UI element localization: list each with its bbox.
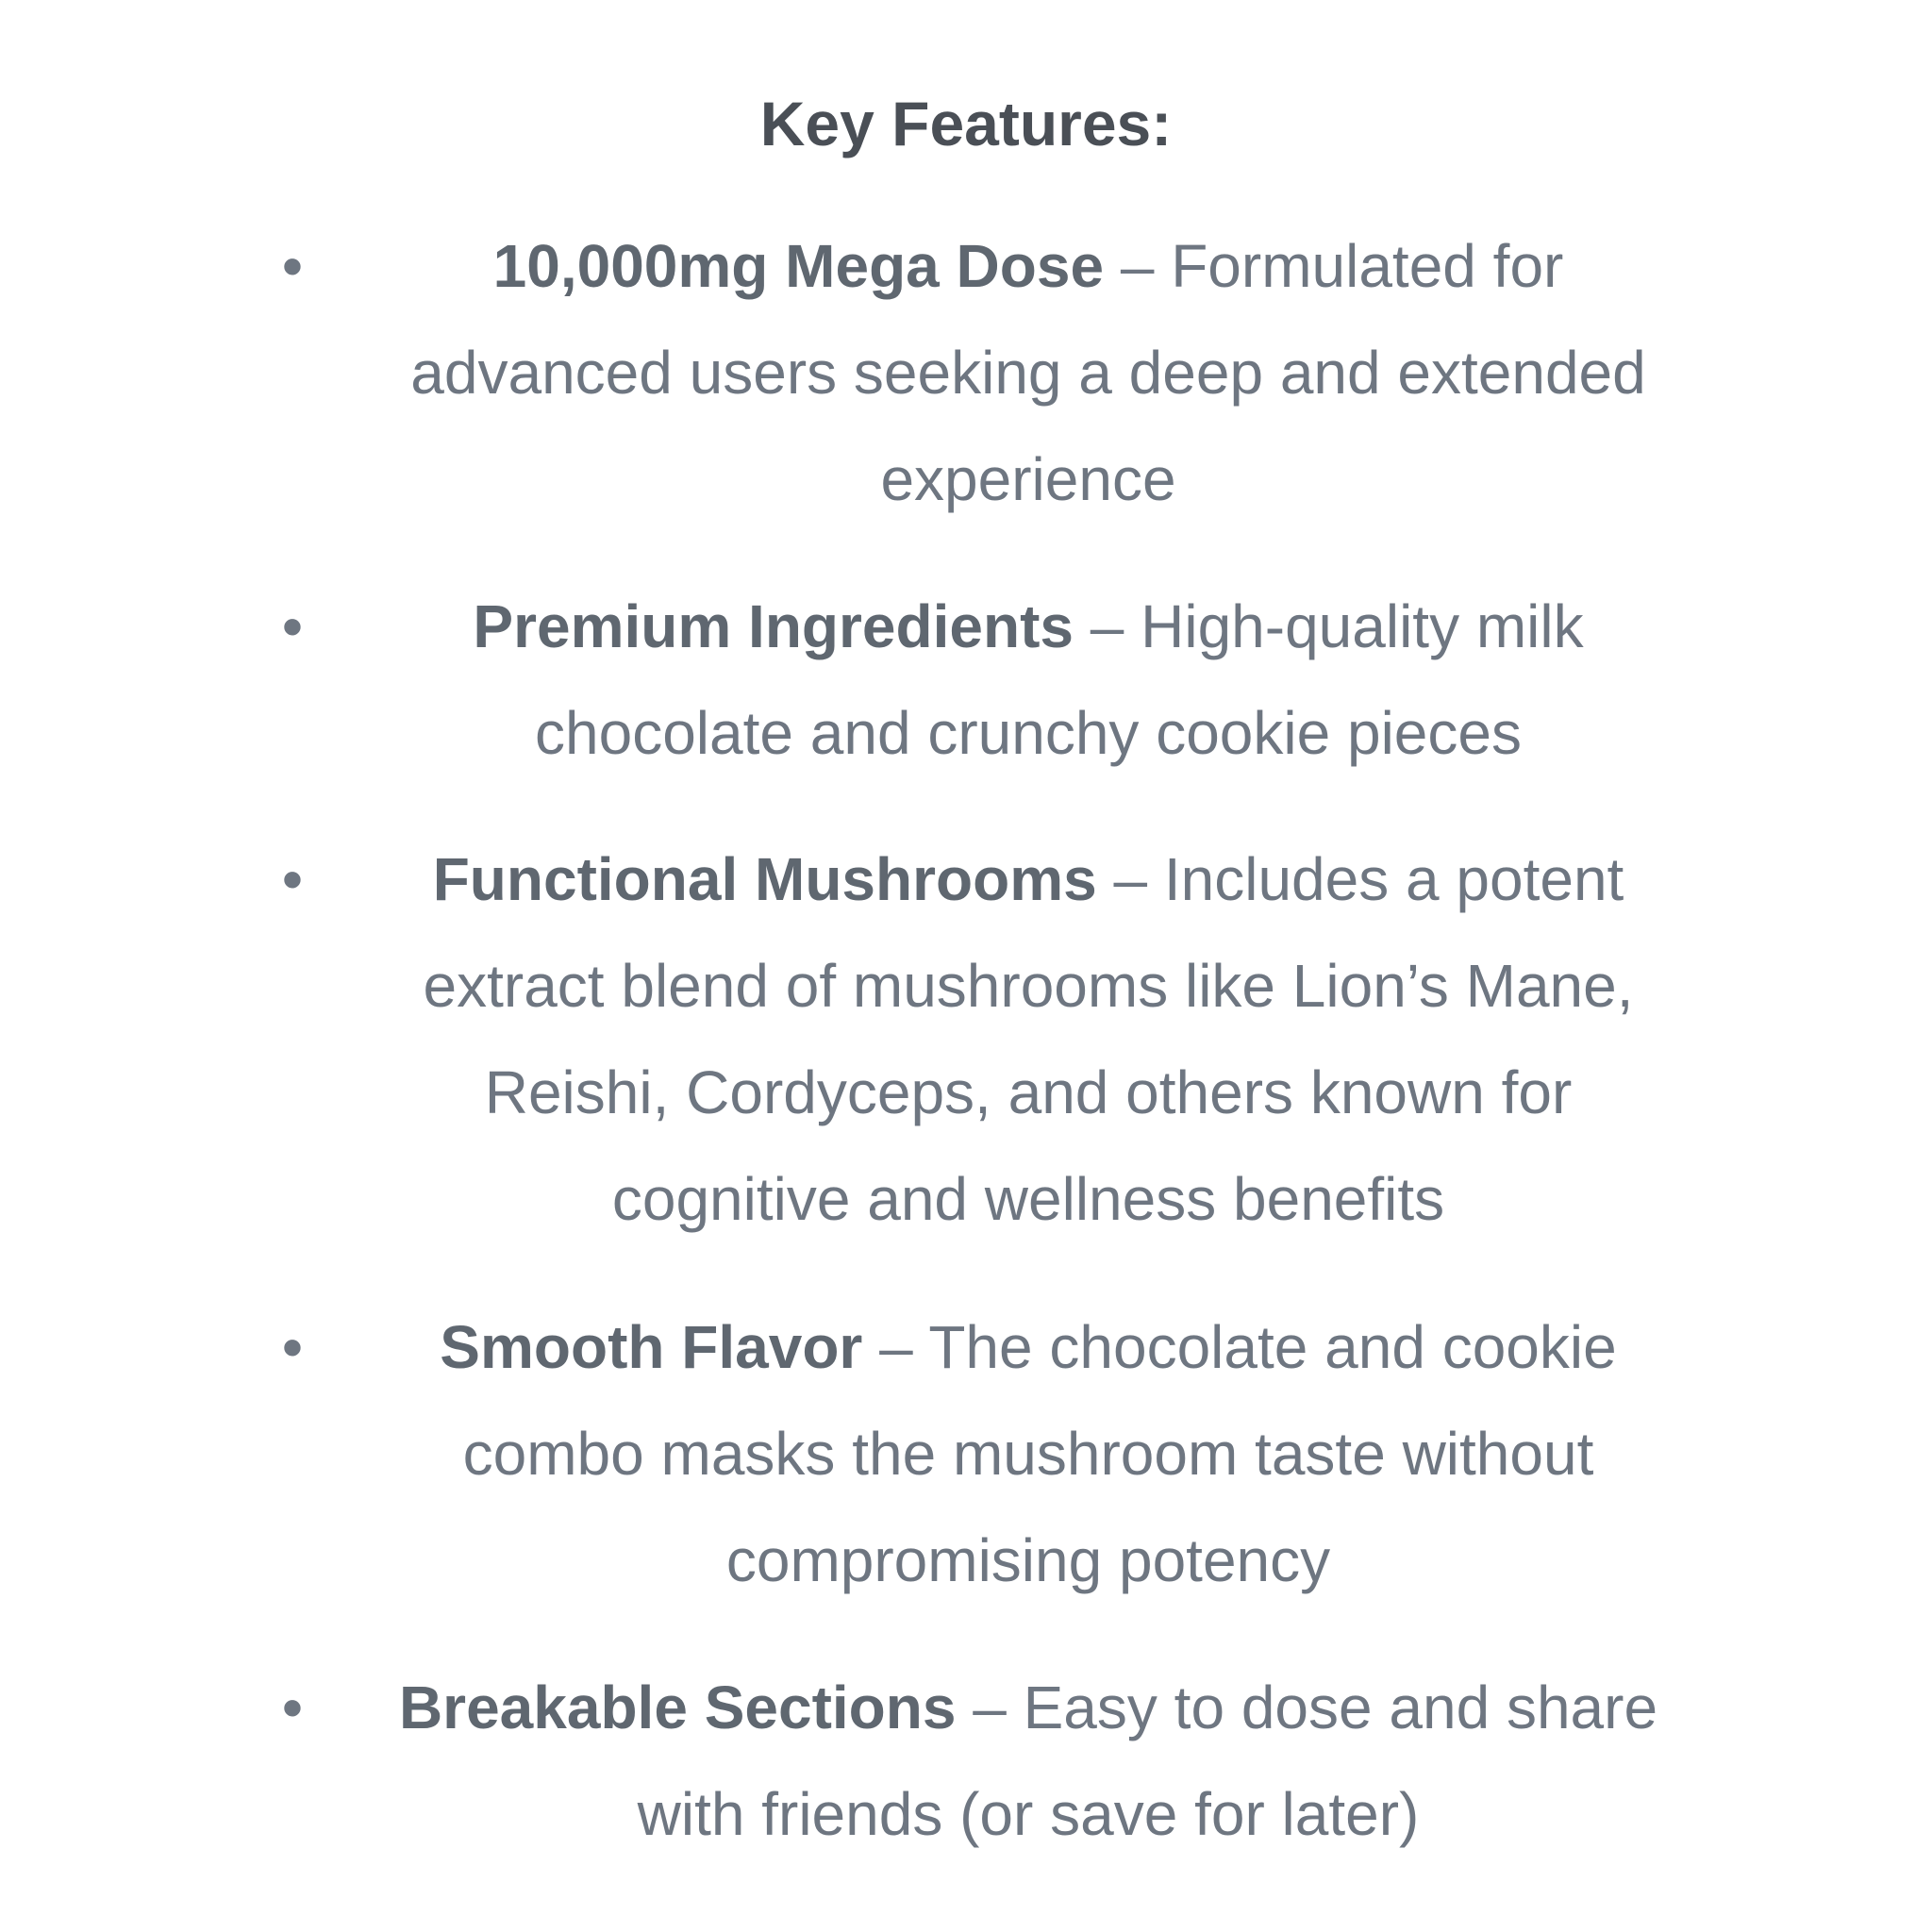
list-item — [281, 574, 1689, 787]
feature-description: – Formulated for advanced users seeking a deep and extended experience — [410, 232, 1646, 513]
feature-description: – Easy to dose and share with friends (or save for later) — [637, 1674, 1658, 1848]
section-heading: Key Features: — [759, 89, 1173, 158]
feature-title: 10,000mg Mega Dose — [492, 232, 1105, 300]
feature-title: Breakable Sections — [398, 1674, 957, 1741]
list-item — [281, 826, 1689, 1253]
feature-description: – Includes a potent extract blend of mushrooms like Lion’s Mane, Reishi, Cordyceps, and others known for cognitive and wellness benefits — [423, 845, 1634, 1233]
bullet-icon: • — [281, 232, 304, 300]
list-item — [281, 1655, 1689, 1868]
bullet-icon: • — [281, 1313, 304, 1381]
feature-title: Premium Ingredients — [473, 592, 1074, 660]
feature-description: – The chocolate and cookie combo masks the mushroom taste without compromising potency — [462, 1313, 1617, 1594]
feature-description: – High-quality milk chocolate and crunchy cookie pieces — [535, 592, 1584, 767]
feature-title: Smooth Flavor — [440, 1313, 863, 1381]
list-item — [281, 213, 1689, 533]
list-item — [281, 1294, 1689, 1614]
bullet-icon: • — [281, 1674, 304, 1741]
bullet-icon: • — [281, 592, 304, 660]
bullet-icon: • — [281, 845, 304, 913]
feature-title: Functional Mushrooms — [432, 845, 1097, 913]
